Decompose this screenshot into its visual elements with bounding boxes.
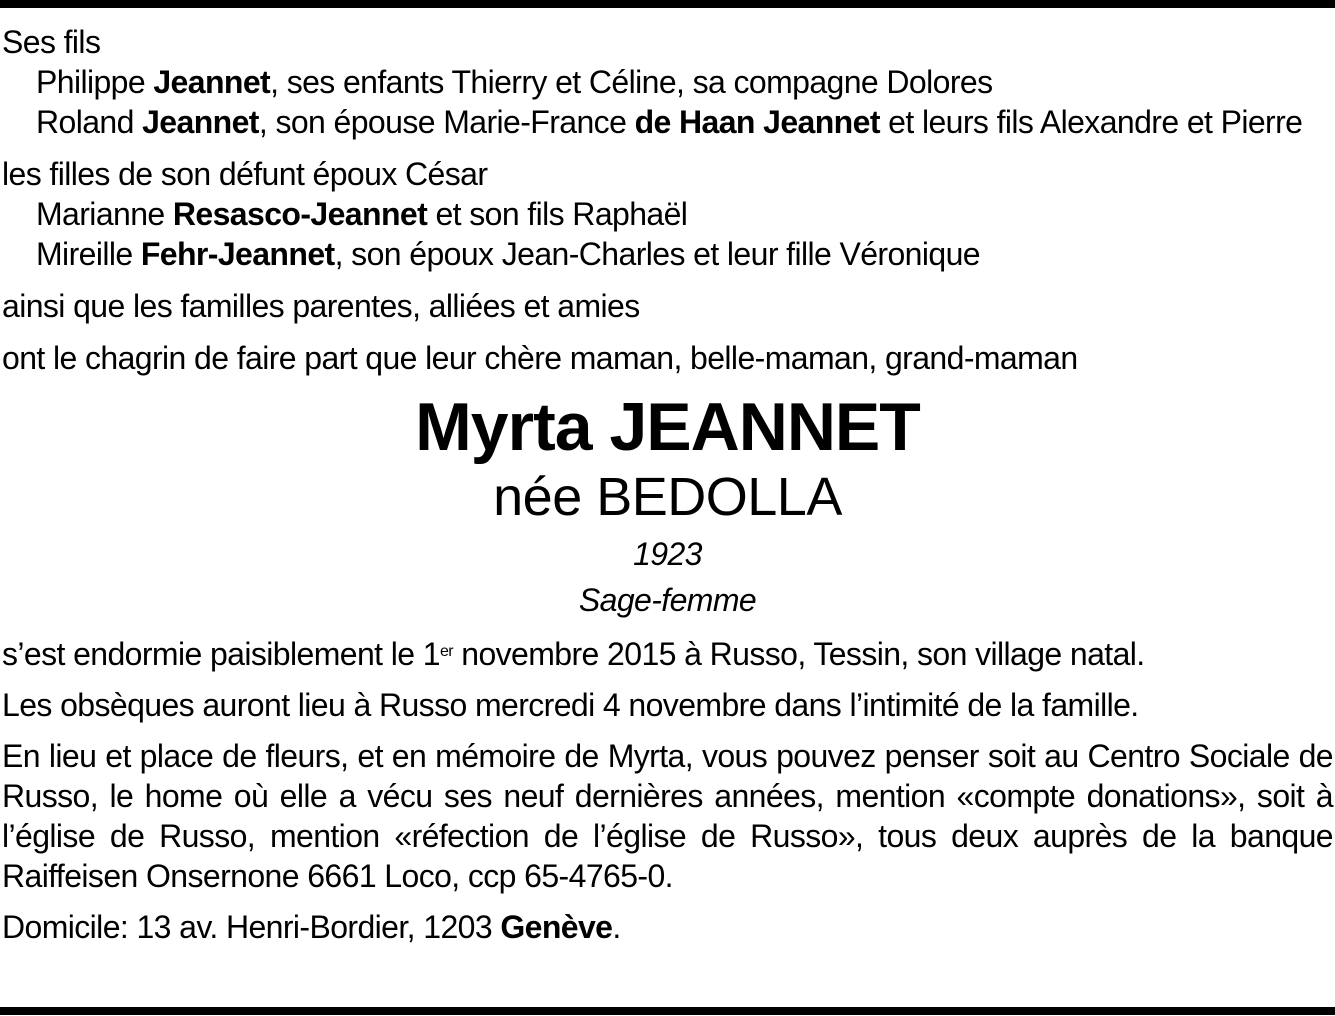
birth-year: 1923 — [633, 536, 702, 572]
son2-spouse-label: , son épouse Marie-France — [258, 104, 635, 140]
families-line: ainsi que les familles parentes, alliées et amies — [2, 288, 640, 324]
ordinal-suffix: er — [439, 643, 453, 660]
daughter2-details: , son époux Jean-Charles et leur fille Véronique — [334, 236, 980, 272]
donations-paragraph: En lieu et place de fleurs, et en mémoire de Myrta, vous pouvez penser soit au Centro Sociale de Russo, le home où elle a vécu ses neuf dernières années, mention «compte donations», soit à l’église de Russo, mention «réfection de l’église de Russo», tous deux auprès de la banque Raiffeisen Onsernone 6661 Loco, ccp 65-4765-0. — [2, 738, 1333, 894]
daughter1-surname: Resasco-Jeannet — [172, 196, 428, 232]
death-notice-place: novembre 2015 à Russo, Tessin, son village natal. — [452, 636, 1145, 672]
deceased-name: Myrta JEANNET — [415, 389, 920, 465]
son2-spouse-surname: de Haan Jeannet — [634, 104, 880, 140]
sons-heading: Ses fils — [2, 24, 101, 60]
son-line-philippe — [2, 62, 1333, 102]
top-rule — [0, 0, 1335, 8]
daughter-line-marianne — [2, 194, 1333, 234]
obituary-notice — [2, 22, 1333, 947]
daughter1-details: et son fils Raphaël — [427, 196, 688, 232]
death-notice — [2, 634, 1333, 674]
announcement-line: ont le chagrin de faire part que leur chère maman, belle-maman, grand-maman — [2, 340, 1078, 376]
daughter1-first-name: Marianne — [36, 196, 173, 232]
domicile-address: Domicile: 13 av. Henri-Bordier, 1203 — [2, 909, 501, 945]
maiden-name: née BEDOLLA — [493, 467, 842, 527]
son1-surname: Jeannet — [153, 64, 271, 100]
daughter2-surname: Fehr-Jeannet — [140, 236, 335, 272]
domicile-city: Genève — [500, 909, 613, 945]
son-line-roland — [2, 102, 1333, 142]
death-notice-text: s’est endormie paisiblement le 1 — [2, 636, 440, 672]
domicile-period: . — [612, 909, 621, 945]
daughter-line-mireille — [2, 234, 1333, 274]
daughter2-first-name: Mireille — [36, 236, 141, 272]
funeral-notice: Les obsèques auront lieu à Russo mercredi 4 novembre dans l’intimité de la famille. — [2, 687, 1139, 723]
profession: Sage-femme — [578, 582, 757, 618]
domicile-line — [2, 907, 1333, 947]
son2-surname: Jeannet — [142, 104, 259, 140]
daughters-heading: les filles de son défunt époux César — [2, 156, 488, 192]
bottom-rule — [0, 1007, 1335, 1015]
son2-details: et leurs fils Alexandre et Pierre — [879, 104, 1303, 140]
son2-first-name: Roland — [36, 104, 143, 140]
son1-first-name: Philippe — [36, 64, 154, 100]
son1-details: , ses enfants Thierry et Céline, sa compagne Dolores — [270, 64, 993, 100]
